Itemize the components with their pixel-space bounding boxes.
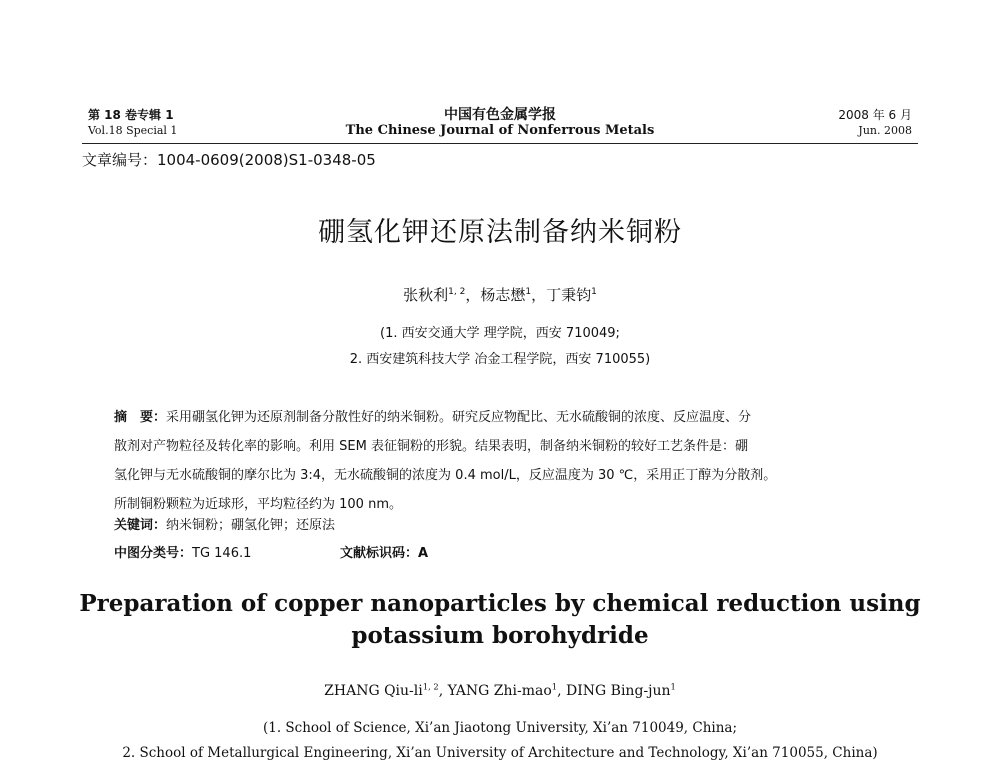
author-cn-1: 张秋利 [403, 286, 449, 304]
header-date-cn: 2008 年 6 月 [838, 108, 912, 122]
title-en-line-1: Preparation of copper nanoparticles by chemical reduction using [79, 590, 921, 617]
author-cn-2: ，杨志懋 [465, 286, 526, 304]
header-rule [82, 143, 918, 144]
affiliation-cn-2: 2. 西安建筑科技大学 冶金工程学院，西安 710055) [349, 352, 651, 367]
document-code-value: A [418, 546, 429, 561]
abstract-cn-text-1: 采用硼氢化钾为还原剂制备分散性好的纳米铜粉。研究反应物配比、无水硫酸铜的浓度、反应温度、分 [166, 410, 752, 425]
abstract-cn-line-4: 所制铜粉颗粒为近球形，平均粒径约为 100 nm。 [114, 497, 402, 512]
header-journal-en: The Chinese Journal of Nonferrous Metals [345, 123, 655, 138]
abstract-cn [114, 403, 894, 519]
clc-number [114, 542, 251, 561]
document-code [340, 542, 428, 561]
author-en-2: , YANG Zhi-mao [438, 683, 552, 699]
header-date-en: Jun. 2008 [858, 124, 912, 137]
author-en-1: ZHANG Qiu-li [324, 683, 423, 699]
author-cn-2-affil: 1 [525, 287, 532, 297]
author-cn-3: ，丁秉钧 [531, 286, 592, 304]
header-volume-cn: 第 18 卷专辑 1 [88, 108, 174, 122]
abstract-cn-line-3: 氢化钾与无水硫酸铜的摩尔比为 3:4，无水硫酸铜的浓度为 0.4 mol/L，反应温度为 30 ℃，采用正丁醇为分散剂。 [114, 468, 777, 483]
document-code-label: 文献标识码： [340, 546, 419, 561]
keywords-cn [114, 514, 335, 533]
keywords-cn-label: 关键词： [114, 518, 167, 533]
article-number: 文章编号：1004-0609(2008)S1-0348-05 [82, 151, 376, 169]
author-en-2-affil: 1 [551, 681, 558, 692]
affiliation-en-1: (1. School of Science, Xi’an Jiaotong University, Xi’an 710049, China; [262, 720, 738, 736]
affiliation-cn-1: (1. 西安交通大学 理学院，西安 710049; [380, 326, 620, 341]
authors-cn [0, 284, 1000, 305]
affiliation-en-2: 2. School of Metallurgical Engineering, Xi’an University of Architecture and Technology, Xi’an 710055, China) [122, 745, 878, 761]
header-volume-en: Vol.18 Special 1 [88, 124, 178, 137]
abstract-cn-line-2: 散剂对产物粒径及转化率的影响。利用 SEM 表征铜粉的形貌。结果表明，制备纳米铜粉的较好工艺条件是：硼 [114, 439, 748, 454]
author-cn-3-affil: 1 [591, 287, 597, 297]
title-cn: 硼氢化钾还原法制备纳米铜粉 [318, 217, 682, 248]
abstract-cn-label: 摘 要： [114, 410, 167, 425]
header-journal-cn: 中国有色金属学报 [444, 107, 556, 123]
clc-value: TG 146.1 [192, 546, 252, 561]
keywords-cn-text: 纳米铜粉；硼氢化钾；还原法 [166, 518, 336, 533]
author-en-1-affil: 1, 2 [422, 681, 439, 692]
author-en-3-affil: 1 [670, 681, 676, 692]
author-en-3: , DING Bing-jun [557, 683, 671, 699]
title-en-line-2: potassium borohydride [351, 622, 649, 649]
author-cn-1-affil: 1, 2 [448, 287, 466, 297]
clc-label: 中图分类号： [114, 546, 193, 561]
authors-en [0, 683, 1000, 699]
abstract-cn-line-1 [114, 403, 894, 432]
